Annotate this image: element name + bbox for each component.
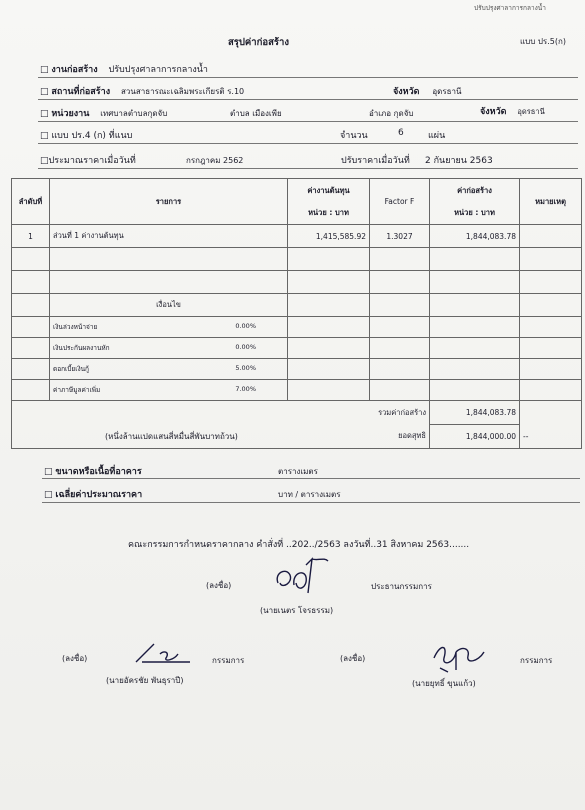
row-note [520, 225, 582, 248]
site-value: สวนสาธารณะเฉลิมพระเกียรติ ร.10 [120, 87, 245, 96]
condition-row [12, 359, 582, 380]
net-words: (หนึ่งล้านแปดแสนสี่หมื่นสี่พันบาทถ้วน) [105, 431, 238, 441]
adjust-label: ปรับราคาเมื่อวันที่ [341, 156, 410, 166]
header-construct-label: ค่าก่อสร้าง [457, 185, 492, 195]
project-label: งานก่อสร้าง [51, 65, 98, 75]
row-factor: 1.3027 [370, 225, 430, 248]
net-cell [12, 425, 430, 449]
condition-item: ค่าภาษีมูลค่าเพิ่ม 7.00% [50, 380, 288, 401]
header-construct-unit: หน่วย : บาท [454, 207, 495, 217]
chair-role: ประธานกรรมการ [371, 582, 432, 591]
member2-name: (นายยุทธิ์ ขุนแก้ว) [412, 679, 476, 688]
total-value: 1,844,083.78 [430, 401, 520, 425]
adjust-date: 2 กันยายน 2563 [425, 156, 493, 166]
header-note: หมายเหตุ [520, 179, 582, 225]
chair-sign-label: (ลงชื่อ) [206, 581, 232, 590]
row-construct: 1,844,083.78 [430, 225, 520, 248]
header-cost-label: ค่างานต้นทุน [307, 185, 350, 195]
committee-line: คณะกรรมการกำหนดราคากลาง คำสั่งที่ ..202../2563 ลงวันที่..31 สิงหาคม 2563....... [128, 540, 470, 550]
net-value: 1,844,000.00 [430, 425, 520, 449]
avg-label: เฉลี่ยค่าประมาณราคา [55, 490, 143, 500]
province2-label: จังหวัด [480, 107, 507, 117]
size-row: □ ขนาดหรือเนื้อที่อาคาร [44, 467, 142, 477]
site-row: □ สถานที่ก่อสร้าง สวนสาธารณะเฉลิมพระเกียรติ ร.10 [40, 87, 245, 97]
tambon-label: ตำบล เมืองเพีย [230, 109, 282, 118]
condition-row [12, 338, 582, 359]
member1-sign-label: (ลงชื่อ) [62, 654, 88, 663]
province-label: จังหวัด [393, 87, 420, 97]
divider [38, 168, 578, 169]
condition-item: เงินล่วงหน้าจ่าย 0.00% [50, 317, 288, 338]
size-label: ขนาดหรือเนื้อที่อาคาร [55, 467, 142, 477]
form-row: □ แบบ ปร.4 (ก) ที่แนบ [40, 131, 133, 141]
avg-row: □ เฉลี่ยค่าประมาณราคา [44, 490, 143, 500]
member2-sign-label: (ลงชื่อ) [340, 654, 366, 663]
size-unit: ตารางเมตร [278, 467, 318, 476]
member1-name: (นายอัครชัย พันธุราปี) [106, 676, 184, 685]
divider [42, 478, 580, 479]
header-item: รายการ [50, 179, 288, 225]
row-item: ส่วนที่ 1 ค่างานต้นทุน [50, 225, 288, 248]
avg-unit: บาท / ตารางเมตร [278, 490, 341, 499]
header-cost-unit: หน่วย : บาท [308, 207, 349, 217]
header-factor: Factor F [370, 179, 430, 225]
estimate-date: กรกฎาคม 2562 [186, 156, 244, 165]
province-value: อุดรธานี [432, 87, 462, 96]
header-no: ลำดับที่ [12, 179, 50, 225]
row-cost: 1,415,585.92 [288, 225, 370, 248]
header-construct [430, 179, 520, 225]
member1-role: กรรมการ [212, 656, 245, 665]
divider [38, 77, 578, 78]
unit-label: หน่วยงาน [51, 109, 90, 119]
cost-table [11, 178, 582, 449]
province2-row [480, 104, 545, 118]
table-row [12, 271, 582, 294]
table-row [12, 248, 582, 271]
province-row [393, 84, 462, 98]
count-value: 6 [398, 128, 404, 138]
member2-signature-icon [426, 638, 496, 674]
condition-item: เงินประกันผลงานหัก 0.00% [50, 338, 288, 359]
count-unit: แผ่น [428, 131, 446, 141]
estimate-row: □ประมาณราคาเมื่อวันที่ [40, 156, 136, 166]
conditions-title-row [12, 294, 582, 317]
condition-item: ดอกเบี้ยเงินกู้ 5.00% [50, 359, 288, 380]
header-cost [288, 179, 370, 225]
table-header-row [12, 179, 582, 225]
top-right-note: ปรับปรุงศาลาการกลางน้ำ [474, 4, 546, 12]
net-row [12, 425, 582, 449]
estimate-label: ประมาณราคาเมื่อวันที่ [48, 156, 136, 166]
member2-role: กรรมการ [520, 656, 553, 665]
condition-row [12, 317, 582, 338]
chair-name: (นายเนตร โจรธรรม) [260, 606, 334, 615]
amphoe-label: อำเภอ กุดจับ [369, 109, 414, 118]
chair-signature-icon [268, 553, 338, 599]
form-label: แบบ ปร.4 (ก) ที่แนบ [51, 131, 133, 141]
divider [42, 502, 580, 503]
province2-value: อุดรธานี [517, 107, 545, 116]
document-title: สรุปค่าก่อสร้าง [228, 37, 289, 48]
divider [38, 99, 578, 100]
project-value: ปรับปรุงศาลาการกลางน้ำ [108, 65, 208, 75]
divider [38, 121, 578, 122]
table-row [12, 225, 582, 248]
row-no: 1 [12, 225, 50, 248]
unit-row: □ หน่วยงาน เทศบาลตำบลกุดจับ [40, 109, 168, 119]
form-code: แบบ ปร.5(ก) [520, 37, 566, 46]
member1-signature-icon [130, 640, 194, 668]
total-row [12, 401, 582, 425]
conditions-title: เงื่อนไข [50, 294, 288, 317]
project-row: □ งานก่อสร้าง ปรับปรุงศาลาการกลางน้ำ [40, 65, 208, 75]
total-label: รวมค่าก่อสร้าง [12, 401, 430, 425]
count-label: จำนวน [340, 131, 368, 141]
site-label: สถานที่ก่อสร้าง [51, 87, 111, 97]
net-label: ยอดสุทธิ [398, 430, 426, 440]
condition-row [12, 380, 582, 401]
unit-value: เทศบาลตำบลกุดจับ [100, 109, 168, 118]
divider [38, 143, 578, 144]
net-mark: -- [520, 425, 582, 449]
